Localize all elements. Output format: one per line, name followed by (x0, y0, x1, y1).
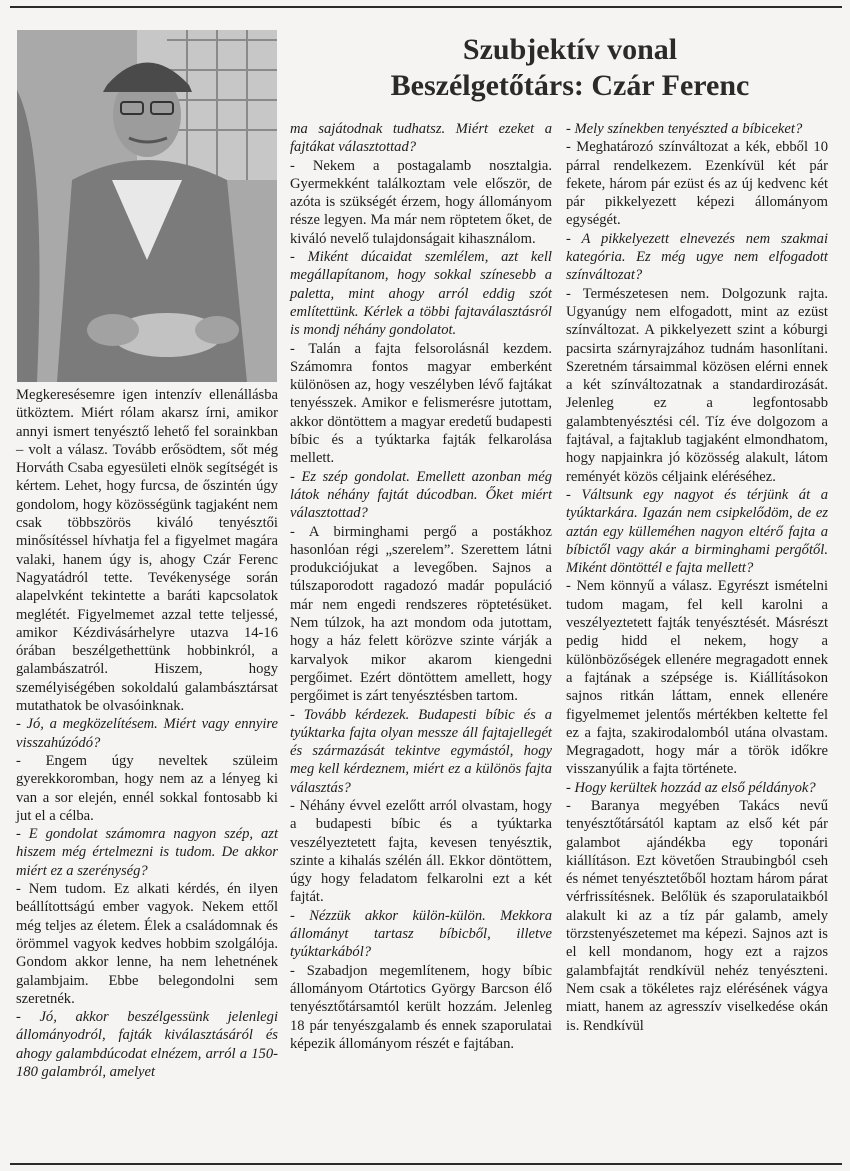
answer-paragraph: - Nekem a postagalamb nosztalgia. Gyermekként találkoztam vele először, de azóta is szükségét érzem, hogy állományom része legyen. Ma már nem röptetem őket, de kiváló nevelő tulajdonságait kihasználom. (290, 157, 552, 247)
article-subtitle: Beszélgetőtárs: Czár Ferenc (390, 69, 750, 102)
answer-paragraph: - A birminghami pergő a postákhoz hasonlóan régi „szerelem”. Szerettem látni produkciójukat a levegőben. Sajnos a túlszaporodott ragadozó madár populáció már nem engedi rendszeres röptetésüket. Nem túlzok, ha azt mondom oda jutottam, hogy a ház felett körözve szinte várják a karvalyok mikor akarom kiengedni pergőimet. Ezért döntöttem amellett, hogy pergőimet is zárt tenyésztésben tartom. (290, 523, 552, 705)
question-paragraph: - Jó, a megközelítésem. Miért vagy ennyire visszahúzódó? (16, 716, 278, 751)
question-paragraph: - A pikkelyezett elnevezés nem szakmai kategória. Ez még ugye nem elfogadott színváltozat? (566, 230, 828, 284)
text-column-3 (566, 120, 828, 1035)
answer-paragraph: Megkeresésemre igen intenzív ellenállásba ütköztem. Miért rólam akarsz írni, amikor annyi ismert tenyésztő lehető fel sorainkban – volt a válasz. Tovább erősödtem, sőt még Horváth Csaba egyesületi elnök segítségét is kértem. Lehet, hogy furcsa, de őszintén úgy gondolom, hogy közösségünk tagjaként nem csak többszörös kiváló tenyésztői minősítéssel hívhatja fel a figyelmet magára valaki, hanem úgy is, ahogy Czár Ferenc Nagyatádról tette. Tevékenysége során alapelvként tekintette a baráti kapcsolatok meglétét. Figyelmemet azzal tette teljessé, amikor Kézdivásárhelyre utazva 14-16 órában beszélgethettünk hobbinkról, a galambászatról. Hiszem, hogy személyiségében sokoldalú galambásztársat mutathatok be olvasóinknak. (16, 387, 278, 715)
bottom-rule (10, 1163, 842, 1165)
question-paragraph: - Miként dúcaidat szemlélem, azt kell megállapítanom, hogy sokkal színesebb a paletta, mint ahogy arról eddig szót említettünk. Kérlek a többi fajtaválasztásról is mondj néhány gondolatot. (290, 249, 552, 339)
answer-paragraph: - Nem könnyű a válasz. Egyrészt ismételni tudom magam, fel kell karolni a veszélyeztetett fajták tenyésztését. Másrészt pedig hidd el nekem, hogy a különbözőségek ellenére megragadott ennek a fajtának a szépsége is. Kiállításokon sajnos ritkán láttam, ennek ellenére figyelmemet jelentős mértékben keltette fel ez a fajta, szakirodalomból utána olvastam. Megragadott, hogy már a török időkre visszanyúlik a fajta története. (566, 578, 828, 778)
answer-paragraph: - Engem úgy neveltek szüleim gyerekkoromban, hogy nem az a lényeg ki van a sor elején, ennél sokkal fontosabb ki jut el a célba. (16, 752, 278, 824)
top-rule (10, 6, 842, 8)
answer-paragraph: - Természetesen nem. Dolgozunk rajta. Ugyanúgy nem elfogadott, mint az ezüst színváltozat. A pikkelyezett szint a kóburgi pacsirta szárnyrajzához tudnám hasonlítani. Szeretném társaimmal közösen elérni ennek a két színváltozatnak a standardirozását. Jelenleg ez a legfontosabb galambtenyésztési cél. Tíz éve dolgozom a fajtával, a fajtaklub tagjaként elmondhatom, hogy napjainkra jó közösség alakult, látom reményét közös céljaink eléréséhez. (566, 285, 828, 485)
answer-paragraph: - Talán a fajta felsorolásnál kezdem. Számomra fontos magyar emberként különösen az, hogy veszélyben lévő fajtákat tenyésszek. Amikor e felismerésre jutottam, akkor döntöttem a magyar eredetű budapesti bíbic és a tyúktarka fajták felkarolása mellett. (290, 340, 552, 467)
answer-paragraph: - Baranya megyében Takács nevű tenyésztőtársától kaptam az első két pár galambot ajándékba egy toponári kiállításon. Ezt követően Straubingból cseh és német tenyésztetőből hoztam három párat vérfrissítésnek. Belőlük és szaporulataikból alakult ki az a tíz pár galamb, amely törzstenyészetemet ma képezi. Sajnos azt is el kell mondanom, hogy ezt a rajzos galambfajtát rendkívül nehéz tenyészteni. Nem csak a tökéletes rajz elérésének vágya miatt, hanem az agresszív viselkedése okán is. Rendkívül (566, 797, 828, 1034)
interview-photo (17, 30, 277, 382)
answer-paragraph: - Néhány évvel ezelőtt arról olvastam, hogy a budapesti bíbic és a tyúktarka veszélyeztetett fajta, kevesen tenyésztik, szinte a kihalás szélén áll. Ekkor döntöttem, úgy hogy feladatom felkarolni ezt a két fajtát. (290, 797, 552, 906)
answer-paragraph: - Szabadjon megemlítenem, hogy bíbic állományom Otártotics György Barcson élő tenyésztőtársamtól került hozzám. Jelenleg 18 pár tenyészgalamb és ennek szaporulatai képezik állományom részét e fajtában. (290, 962, 552, 1052)
question-paragraph: ma sajátodnak tudhatsz. Miért ezeket a fajtákat választottad? (290, 121, 552, 156)
answer-paragraph: - Meghatározó színváltozat a kék, ebből 10 párral rendelkezem. Ezenkívül két pár fekete, három pár ezüst és az új kedvenc két pár pikkelyezett képezi állományom egységét. (566, 139, 828, 229)
article-title: Szubjektív vonal (462, 33, 678, 66)
question-paragraph: - Ez szép gondolat. Emellett azonban még látok néhány fajtát dúcodban. Őket miért választottad? (290, 468, 552, 522)
answer-paragraph: - Nem tudom. Ez alkati kérdés, én ilyen beállítottságú ember vagyok. Nekem ettől még teljes az életem. Élek a családomnak és örömmel vagyok kedves hobbim szolgálója. Gondom akkor lenne, ha nem lehetnének galambjaim. Ebbe belegondolni sem szeretnék. (16, 881, 278, 1007)
question-paragraph: - Jó, akkor beszélgessünk jelenlegi állományodról, fajták kiválasztásáról és ahogy galambdúcodat elnézem, arról a 150-180 galambról, amelyet (16, 1009, 278, 1080)
question-paragraph: - Tovább kérdezek. Budapesti bíbic és a tyúktarka fajta olyan messze áll fajtajellegét és származását tekintve egymástól, hogy meg kell kérdeznem, miért ez a különös fajta választás? (290, 706, 552, 796)
text-column-2 (290, 120, 552, 1053)
portrait-illustration (17, 30, 277, 382)
question-paragraph: - Váltsunk egy nagyot és térjünk át a tyúktarkára. Igazán nem csipkelődöm, de ez aztán egy külleméhen nagyon eltérő fajta a bíbictől vagy akár a birminghami pergőtől. Miként döntöttél e fajta mellett? (566, 486, 828, 577)
text-column-1 (16, 386, 278, 1081)
question-paragraph: - Mely színekben tenyészted a bíbiceket? (566, 121, 803, 137)
question-paragraph: - Nézzük akkor külön-külön. Mekkora állományt tartasz bíbicből, illetve tyúktarkából? (290, 907, 552, 961)
question-paragraph: - E gondolat számomra nagyon szép, azt hiszem még értelmezni is tudom. De akkor miért ez a szerénység? (16, 826, 278, 879)
question-paragraph: - Hogy kerültek hozzád az első példányok? (566, 779, 816, 796)
